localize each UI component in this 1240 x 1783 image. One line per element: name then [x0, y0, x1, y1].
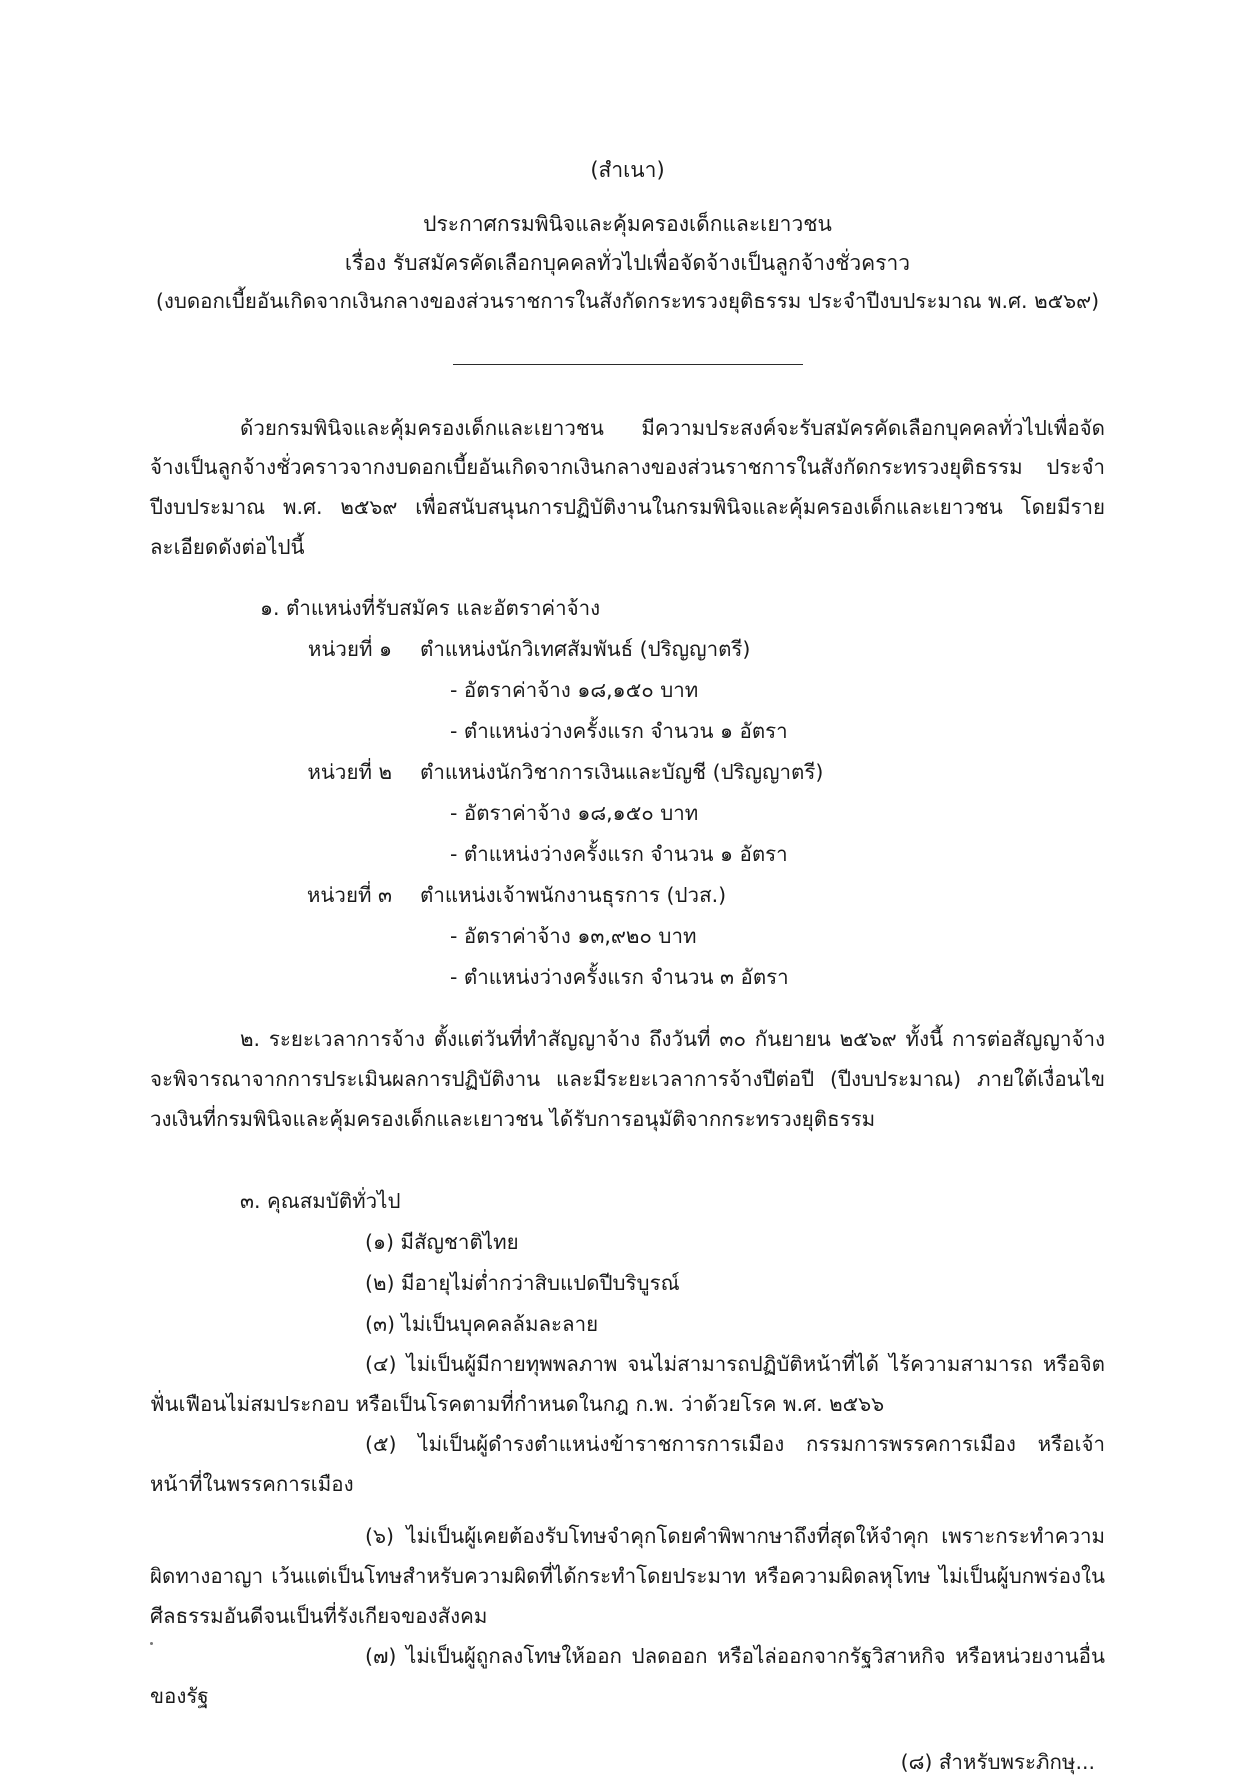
qualification-item: (๖) ไม่เป็นผู้เคยต้องรับโทษจำคุกโดยคำพิพากษาถึงที่สุดให้จำคุก เพราะกระทำความผิดทางอาญา เว้นแต่เป็นโทษสำหรับความผิดที่ได้กระทำโดยประมาท หรือความผิดลหุโทษ ไม่เป็นผู้บกพร่องในศีลธรรมอันดีจนเป็นที่รังเกียจของสังคม: [150, 1524, 1105, 1629]
unit-label: หน่วยที่ ๑: [307, 637, 392, 662]
header-divider: [150, 339, 1105, 379]
spacer: [150, 998, 1105, 1020]
unit-row: [150, 629, 1105, 670]
divider-line: [453, 364, 803, 365]
spacer: [150, 1140, 1105, 1162]
section-qualifications: [150, 1182, 1105, 1717]
qualification-item: (๑) มีสัญชาติไทย: [365, 1230, 519, 1255]
continuation-note: (๘) สำหรับพระภิกษุ...: [900, 1749, 1095, 1774]
announcement-budget-line: (งบดอกเบี้ยอันเกิดจากเงินกลางของส่วนราชการในสังกัดกระทรวงยุติธรรม ประจำปีงบประมาณ พ.ศ. ๒๕๖๙): [155, 288, 1100, 313]
qualification-item: (๕) ไม่เป็นผู้ดำรงตำแหน่งข้าราชการการเมือง กรรมการพรรคการเมือง หรือเจ้าหน้าที่ในพรรคการเมือง: [150, 1432, 1105, 1497]
qualification-item: (๓) ไม่เป็นบุคคลล้มละลาย: [365, 1312, 599, 1337]
document-body: [150, 150, 1105, 1783]
unit-bullet: - อัตราค่าจ้าง ๑๓,๙๒๐ บาท: [450, 924, 697, 949]
unit-position: ตำแหน่งเจ้าพนักงานธุรการ (ปวส.): [420, 883, 727, 908]
spacer: [150, 1505, 1105, 1517]
page-mark: [150, 1642, 153, 1645]
unit-bullet: - ตำแหน่งว่างครั้งแรก จำนวน ๑ อัตรา: [450, 719, 788, 744]
announcement-org-line: ประกาศกรมพินิจและคุ้มครองเด็กและเยาวชน: [423, 211, 832, 236]
section2-paragraph: ๒. ระยะเวลาการจ้าง ตั้งแต่วันที่ทำสัญญาจ้าง ถึงวันที่ ๓๐ กันยายน ๒๕๖๙ ทั้งนี้ การต่อสัญญาจ้างจะพิจารณาจากการประเมินผลการปฏิบัติงาน และมีระยะเวลาการจ้างปีต่อปี (ปีงบประมาณ) ภายใต้เงื่อนไขวงเงินที่กรมพินิจและคุ้มครองเด็กและเยาวชน ได้รับการอนุมัติจากกระทรวงยุติธรรม: [150, 1027, 1105, 1132]
unit-row: [150, 752, 1105, 793]
qualification-item: (๒) มีอายุไม่ต่ำกว่าสิบแปดปีบริบูรณ์: [365, 1271, 680, 1296]
intro-paragraph: ด้วยกรมพินิจและคุ้มครองเด็กและเยาวชน มีความประสงค์จะรับสมัครคัดเลือกบุคคลทั่วไปเพื่อจัดจ้างเป็นลูกจ้างชั่วคราวจากงบดอกเบี้ยอันเกิดจากเงินกลางของส่วนราชการในสังกัดกระทรวงยุติธรรม ประจำปีงบประมาณ พ.ศ. ๒๕๖๙ เพื่อสนับสนุนการปฏิบัติงานในกรมพินิจและคุ้มครองเด็กและเยาวชน โดยมีรายละเอียดดังต่อไปนี้: [150, 415, 1105, 560]
announcement-subject-line: เรื่อง รับสมัครคัดเลือกบุคคลทั่วไปเพื่อจัดจ้างเป็นลูกจ้างชั่วคราว: [344, 250, 911, 275]
unit-bullet: - อัตราค่าจ้าง ๑๘,๑๕๐ บาท: [450, 801, 699, 826]
unit-bullet: - ตำแหน่งว่างครั้งแรก จำนวน ๑ อัตรา: [450, 842, 788, 867]
unit-bullet: - อัตราค่าจ้าง ๑๘,๑๕๐ บาท: [450, 678, 699, 703]
section-positions: [150, 588, 1105, 998]
unit-bullet: - ตำแหน่งว่างครั้งแรก จำนวน ๓ อัตรา: [450, 965, 789, 990]
copy-mark: (สำเนา): [590, 158, 665, 182]
section3-title: ๓. คุณสมบัติทั่วไป: [240, 1189, 401, 1214]
section1-title: ๑. ตำแหน่งที่รับสมัคร และอัตราค่าจ้าง: [260, 596, 601, 621]
unit-row: [150, 875, 1105, 916]
unit-label: หน่วยที่ ๓: [306, 883, 392, 908]
unit-position: ตำแหน่งนักวิชาการเงินและบัญชี (ปริญญาตรี): [420, 760, 824, 785]
qualification-item: (๔) ไม่เป็นผู้มีกายทุพพลภาพ จนไม่สามารถปฏิบัติหน้าที่ได้ ไร้ความสามารถ หรือจิตฟั่นเฟือนไม่สมประกอบ หรือเป็นโรคตามที่กำหนดในกฎ ก.พ. ว่าด้วยโรค พ.ศ. ๒๕๖๖: [150, 1352, 1105, 1417]
qualification-item: (๗) ไม่เป็นผู้ถูกลงโทษให้ออก ปลดออก หรือไล่ออกจากรัฐวิสาหกิจ หรือหน่วยงานอื่นของรัฐ: [150, 1644, 1105, 1709]
unit-label: หน่วยที่ ๒: [307, 760, 392, 785]
unit-position: ตำแหน่งนักวิเทศสัมพันธ์ (ปริญญาตรี): [420, 637, 751, 662]
